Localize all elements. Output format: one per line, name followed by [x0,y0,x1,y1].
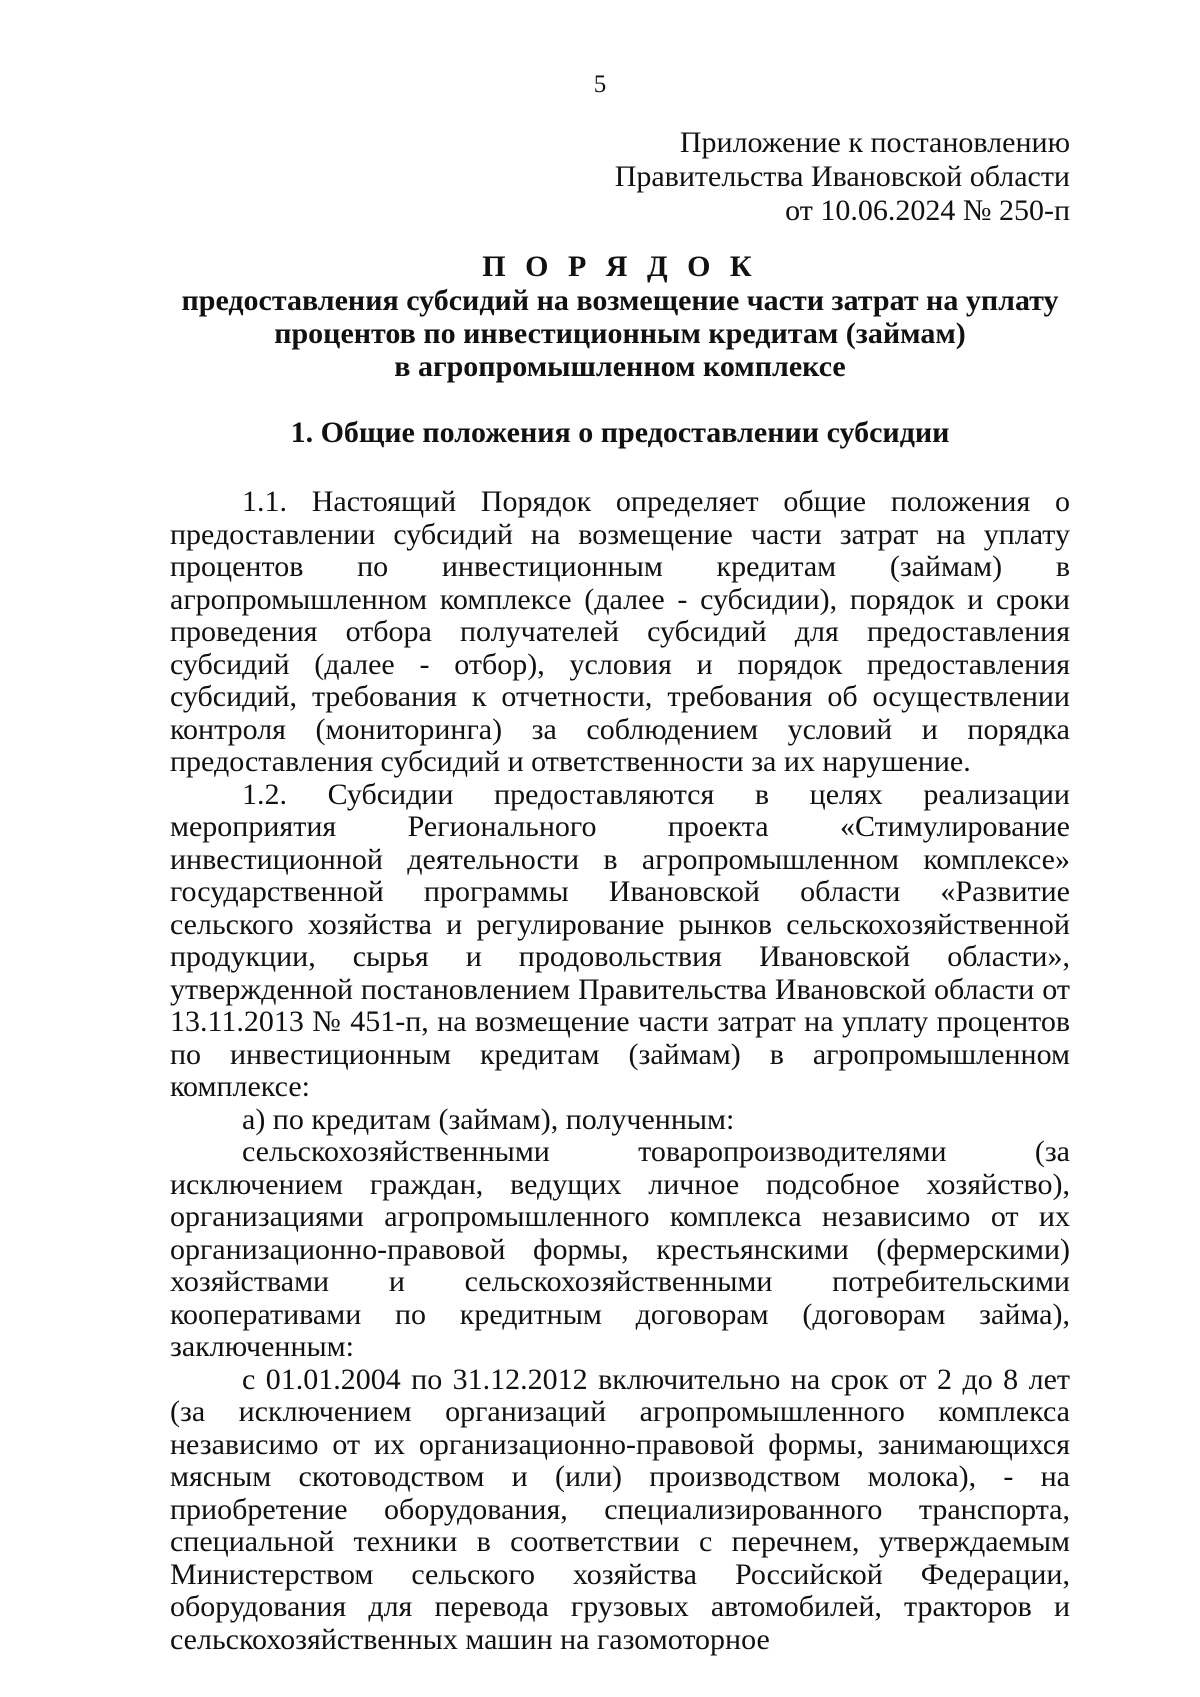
title-main: П О Р Я Д О К [482,250,758,283]
paragraph-recipients: сельскохозяйственными товаропроизводителями (за исключением граждан, ведущих личное подсобное хозяйство), организациями агропромышленного комплекса независимо от их организационно-правовой формы, крестьянскими (фермерскими) хозяйствами и сельскохозяйственными потребительскими кооперативами по кредитным договорам (договорам займа), заключенным: [170,1135,1070,1363]
appendix-line-3: от 10.06.2024 № 250-п [785,194,1070,227]
title-line-1: предоставления субсидий на возмещение части затрат на уплату [181,284,1059,317]
appendix-header [615,126,1070,228]
paragraph-1-1: 1.1. Настоящий Порядок определяет общие положения о предоставлении субсидий на возмещение части затрат на уплату процентов по инвестиционным кредитам (займам) в агропромышленном комплексе (далее - субсидии), порядок и сроки проведения отбора получателей субсидий для предоставления субсидий (далее - отбор), условия и порядок предоставления субсидий, требования к отчетности, требования об осуществлении контроля (мониторинга) за соблюдением условий и порядка предоставления субсидий и ответственности за их нарушение. [170,485,1070,778]
section-title: 1. Общие положения о предоставлении субсидии [290,416,950,449]
title-line-2: процентов по инвестиционным кредитам (займам) [274,317,966,350]
page-number: 5 [593,71,607,98]
paragraph-period: с 01.01.2004 по 31.12.2012 включительно на срок от 2 до 8 лет (за исключением организаций агропромышленного комплекса независимо от их организационно-правовой формы, занимающихся мясным скотоводством и (или) производством молока), - на приобретение оборудования, специализированного транспорта, специальной техники в соответствии с перечнем, утверждаемым Министерством сельского хозяйства Российской Федерации, оборудования для перевода грузовых автомобилей, тракторов и сельскохозяйственных машин на газомоторное [170,1362,1070,1656]
document-title [170,250,1070,383]
appendix-line-2: Правительства Ивановской области [614,160,1070,193]
appendix-line-1: Приложение к постановлению [679,126,1070,159]
body-text [170,486,1070,1656]
paragraph-item-a: а) по кредитам (займам), полученным: [242,1102,735,1136]
title-line-3: в агропромышленном комплексе [394,350,846,383]
paragraph-1-2: 1.2. Субсидии предоставляются в целях реализации мероприятия Регионального проекта «Стимулирование инвестиционной деятельности в агропромышленном комплексе» государственной программы Ивановской области «Развитие сельского хозяйства и регулирование рынков сельскохозяйственной продукции, сырья и продовольствия Ивановской области», утвержденной постановлением Правительства Ивановской области от 13.11.2013 № 451-п, на возмещение части затрат на уплату процентов по инвестиционным кредитам (займам) в агропромышленном комплексе: [170,777,1070,1103]
